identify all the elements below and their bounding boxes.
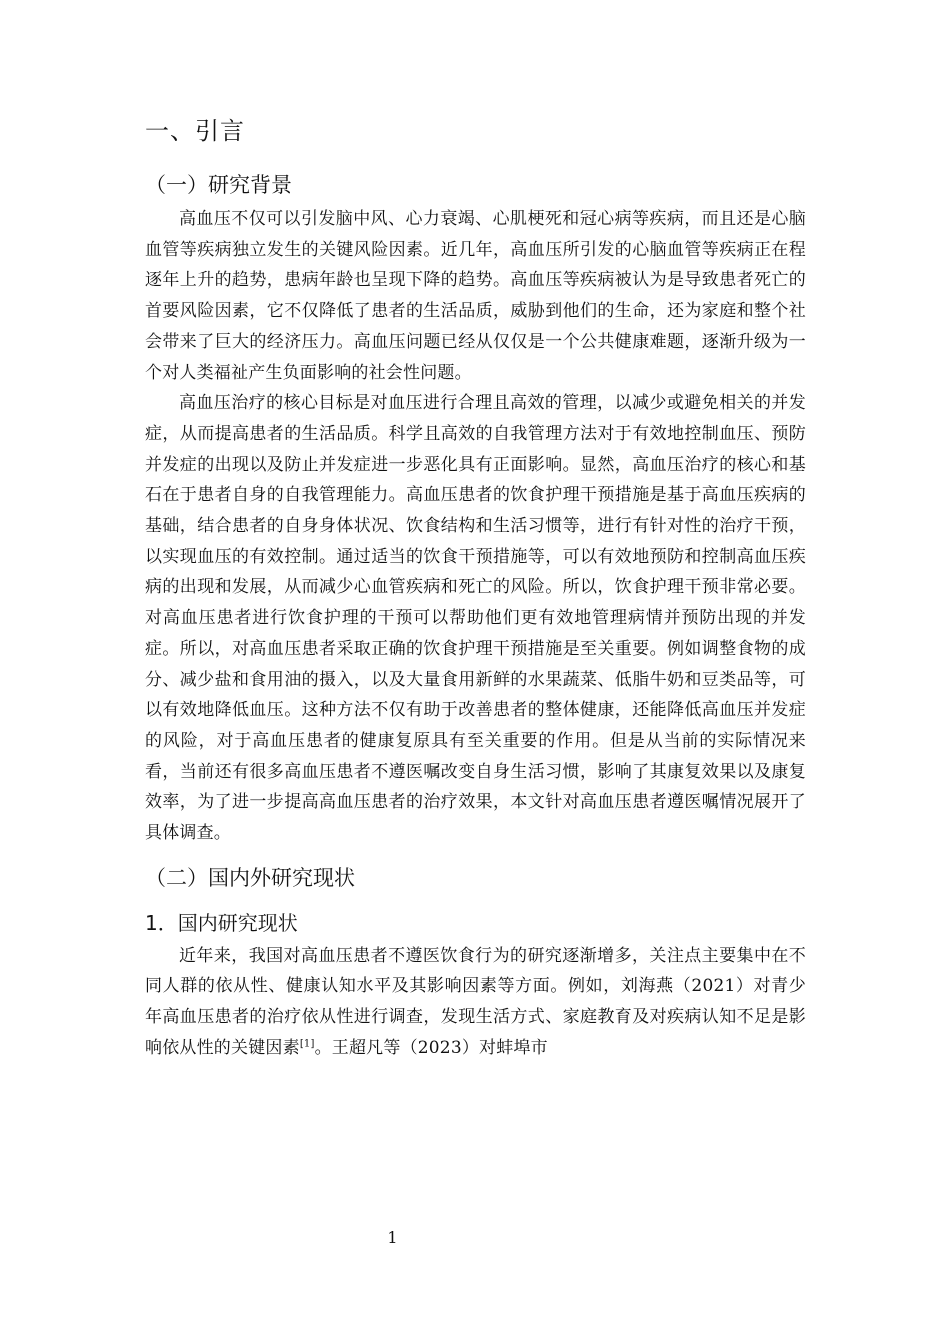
page-content: [145, 112, 806, 1064]
section-heading-background: （一）研究背景: [145, 173, 292, 197]
paragraph-domestic-research: [145, 941, 806, 1064]
paragraph-domestic-text-1: 近年来，我国对高血压患者不遵医饮食行为的研究逐渐增多，关注点主要集中在不同人群的依从性、健康认知水平及其影响因素等方面。例如，刘海燕（2021）对青少年高血压患者的治疗依从性进行调查，发现生活方式、家庭教育及对疾病认知不足是影响依从性的关键因素: [145, 945, 806, 1058]
chapter-title: 一、引言: [145, 117, 245, 145]
citation-reference-1[interactable]: [1]: [299, 1038, 315, 1050]
page-number: 1: [387, 1228, 398, 1247]
paragraph-background-1: 高血压不仅可以引发脑中风、心力衰竭、心肌梗死和冠心病等疾病，而且还是心脑血管等疾病独立发生的关键风险因素。近几年，高血压所引发的心脑血管等疾病正在程逐年上升的趋势，患病年龄也呈现下降的趋势。高血压等疾病被认为是导致患者死亡的首要风险因素，它不仅降低了患者的生活品质，威胁到他们的生命，还为家庭和整个社会带来了巨大的经济压力。高血压问题已经从仅仅是一个公共健康难题，逐渐升级为一个对人类福祉产生负面影响的社会性问题。: [145, 209, 806, 383]
paragraph-background-2: 高血压治疗的核心目标是对血压进行合理且高效的管理，以减少或避免相关的并发症，从而提高患者的生活品质。科学且高效的自我管理方法对于有效地控制血压、预防并发症的出现以及防止并发症进一步恶化具有正面影响。显然，高血压治疗的核心和基石在于患者自身的自我管理能力。高血压患者的饮食护理干预措施是基于高血压疾病的基础，结合患者的自身身体状况、饮食结构和生活习惯等，进行有针对性的治疗干预，以实现血压的有效控制。通过适当的饮食干预措施等，可以有效地预防和控制高血压疾病的出现和发展，从而减少心血管疾病和死亡的风险。所以，饮食护理干预非常必要。对高血压患者进行饮食护理的干预可以帮助他们更有效地管理病情并预防出现的并发症。所以，对高血压患者采取正确的饮食护理干预措施是至关重要。例如调整食物的成分、减少盐和食用油的摄入，以及大量食用新鲜的水果蔬菜、低脂牛奶和豆类品等，可以有效地降低血压。这种方法不仅有助于改善患者的整体健康，还能降低高血压并发症的风险，对于高血压患者的健康复原具有至关重要的作用。但是从当前的实际情况来看，当前还有很多高血压患者不遵医嘱改变自身生活习惯，影响了其康复效果以及康复效率，为了进一步提高高血压患者的治疗效果，本文针对高血压患者遵医嘱情况展开了具体调查。: [145, 393, 806, 844]
paragraph-domestic-text-2: 。王超凡等（2023）对蚌埠市: [314, 1037, 548, 1058]
section-heading-research-status: （二）国内外研究现状: [145, 865, 355, 890]
subsection-heading-domestic: 1．国内研究现状: [145, 910, 298, 935]
